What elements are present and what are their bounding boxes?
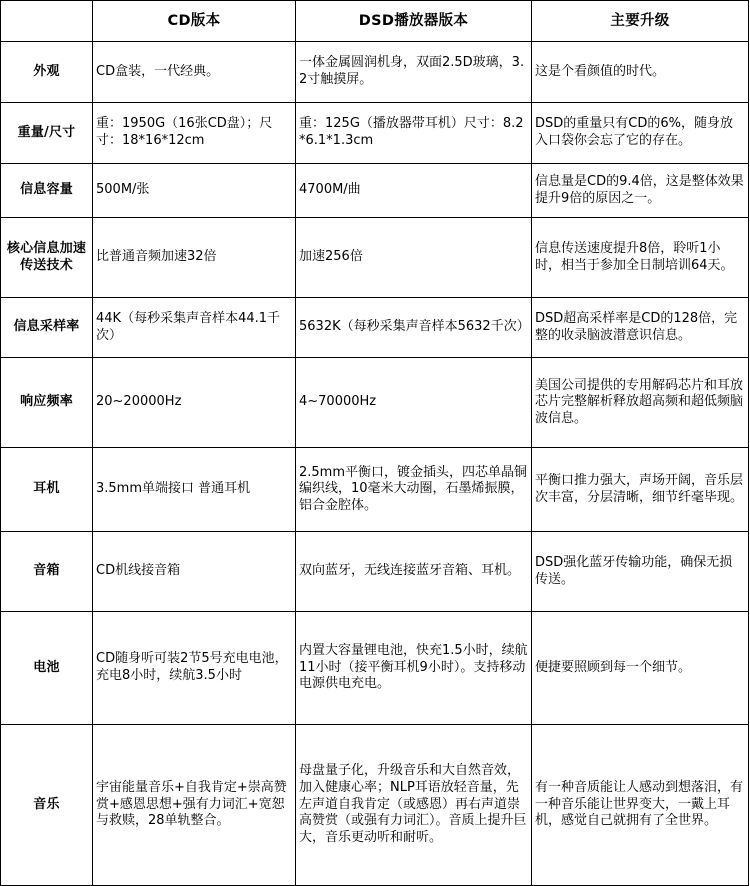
table-row bbox=[1, 358, 749, 448]
row-label-earphone: 耳机 bbox=[1, 448, 93, 532]
row-label-appearance: 外观 bbox=[1, 42, 93, 103]
cell-cd-music: 宇宙能量音乐+自我肯定+崇高赞赏+感恩思想+强有力词汇+宽恕与救赎，28单轨整合。 bbox=[93, 725, 296, 886]
row-label-music: 音乐 bbox=[1, 725, 93, 886]
header-dsd-version: DSD播放器版本 bbox=[296, 1, 532, 42]
cell-cd-sample-rate: 44K（每秒采集声音样本44.1千次） bbox=[93, 298, 296, 358]
cell-cd-frequency-response: 20~20000Hz bbox=[93, 358, 296, 448]
cell-upgrade-music: 有一种音质能让人感动到想落泪，有一种音乐能让世界变大，一戴上耳机，感觉自己就拥有了全世界。 bbox=[532, 725, 749, 886]
row-label-frequency-response: 响应频率 bbox=[1, 358, 93, 448]
table-row bbox=[1, 612, 749, 725]
cell-cd-battery: CD随身听可装2节5号充电电池，充电8小时，续航3.5小时 bbox=[93, 612, 296, 725]
table-row bbox=[1, 103, 749, 164]
header-corner-cell bbox=[1, 1, 93, 42]
table-body bbox=[1, 42, 749, 886]
table-row bbox=[1, 218, 749, 298]
cell-dsd-speaker: 双向蓝牙，无线连接蓝牙音箱、耳机。 bbox=[296, 532, 532, 612]
table-row bbox=[1, 532, 749, 612]
row-label-sample-rate: 信息采样率 bbox=[1, 298, 93, 358]
cell-upgrade-sample-rate: DSD超高采样率是CD的128倍，完整的收录脑波潜意识信息。 bbox=[532, 298, 749, 358]
cell-cd-weight-size: 重：1950G（16张CD盘）；尺寸：18*16*12cm bbox=[93, 103, 296, 164]
cell-cd-earphone: 3.5mm单端接口 普通耳机 bbox=[93, 448, 296, 532]
header-row bbox=[1, 1, 749, 42]
cell-dsd-sample-rate: 5632K（每秒采集声音样本5632千次） bbox=[296, 298, 532, 358]
header-cd-version: CD版本 bbox=[93, 1, 296, 42]
table-header bbox=[1, 1, 749, 42]
table-row bbox=[1, 42, 749, 103]
cell-upgrade-earphone: 平衡口推力强大，声场开阔，音乐层次丰富，分层清晰，细节纤毫毕现。 bbox=[532, 448, 749, 532]
row-label-battery: 电池 bbox=[1, 612, 93, 725]
cell-dsd-weight-size: 重：125G（播放器带耳机）尺寸：8.2*6.1*1.3cm bbox=[296, 103, 532, 164]
row-label-weight-size: 重量/尺寸 bbox=[1, 103, 93, 164]
cell-upgrade-info-capacity: 信息量是CD的9.4倍，这是整体效果提升9倍的原因之一。 bbox=[532, 164, 749, 218]
row-label-info-capacity: 信息容量 bbox=[1, 164, 93, 218]
cell-dsd-appearance: 一体金属圆润机身，双面2.5D玻璃，3.2寸触摸屏。 bbox=[296, 42, 532, 103]
cell-cd-core-transfer-tech: 比普通音频加速32倍 bbox=[93, 218, 296, 298]
cell-dsd-frequency-response: 4~70000Hz bbox=[296, 358, 532, 448]
cell-upgrade-speaker: DSD强化蓝牙传输功能，确保无损传送。 bbox=[532, 532, 749, 612]
cell-dsd-info-capacity: 4700M/曲 bbox=[296, 164, 532, 218]
row-label-speaker: 音箱 bbox=[1, 532, 93, 612]
table-row bbox=[1, 725, 749, 886]
row-label-core-transfer-tech: 核心信息加速传送技术 bbox=[1, 218, 93, 298]
table-row bbox=[1, 298, 749, 358]
cell-dsd-core-transfer-tech: 加速256倍 bbox=[296, 218, 532, 298]
cell-upgrade-core-transfer-tech: 信息传送速度提升8倍，聆听1小时，相当于参加全日制培训64天。 bbox=[532, 218, 749, 298]
cell-upgrade-weight-size: DSD的重量只有CD的6%，随身放入口袋你会忘了它的存在。 bbox=[532, 103, 749, 164]
cell-dsd-music: 母盘量子化，升级音乐和大自然音效，加入健康心率；NLP耳语放轻音量，先左声道自我肯定（或感恩）再右声道崇高赞赏（或强有力词汇）。音质上提升巨大，音乐更动听和耐听。 bbox=[296, 725, 532, 886]
table-row bbox=[1, 164, 749, 218]
cell-dsd-earphone: 2.5mm平衡口，镀金插头，四芯单晶铜编织线，10毫米大动圈，石墨烯振膜，铝合金腔体。 bbox=[296, 448, 532, 532]
cell-cd-info-capacity: 500M/张 bbox=[93, 164, 296, 218]
cell-upgrade-appearance: 这是个看颜值的时代。 bbox=[532, 42, 749, 103]
cell-cd-appearance: CD盒装，一代经典。 bbox=[93, 42, 296, 103]
cell-upgrade-frequency-response: 美国公司提供的专用解码芯片和耳放芯片完整解析释放超高频和超低频脑波信息。 bbox=[532, 358, 749, 448]
header-main-upgrade: 主要升级 bbox=[532, 1, 749, 42]
cell-upgrade-battery: 便捷要照顾到每一个细节。 bbox=[532, 612, 749, 725]
cell-cd-speaker: CD机线接音箱 bbox=[93, 532, 296, 612]
cell-dsd-battery: 内置大容量锂电池，快充1.5小时，续航11小时（接平衡耳机9小时）。支持移动电源供电充电。 bbox=[296, 612, 532, 725]
table-row bbox=[1, 448, 749, 532]
